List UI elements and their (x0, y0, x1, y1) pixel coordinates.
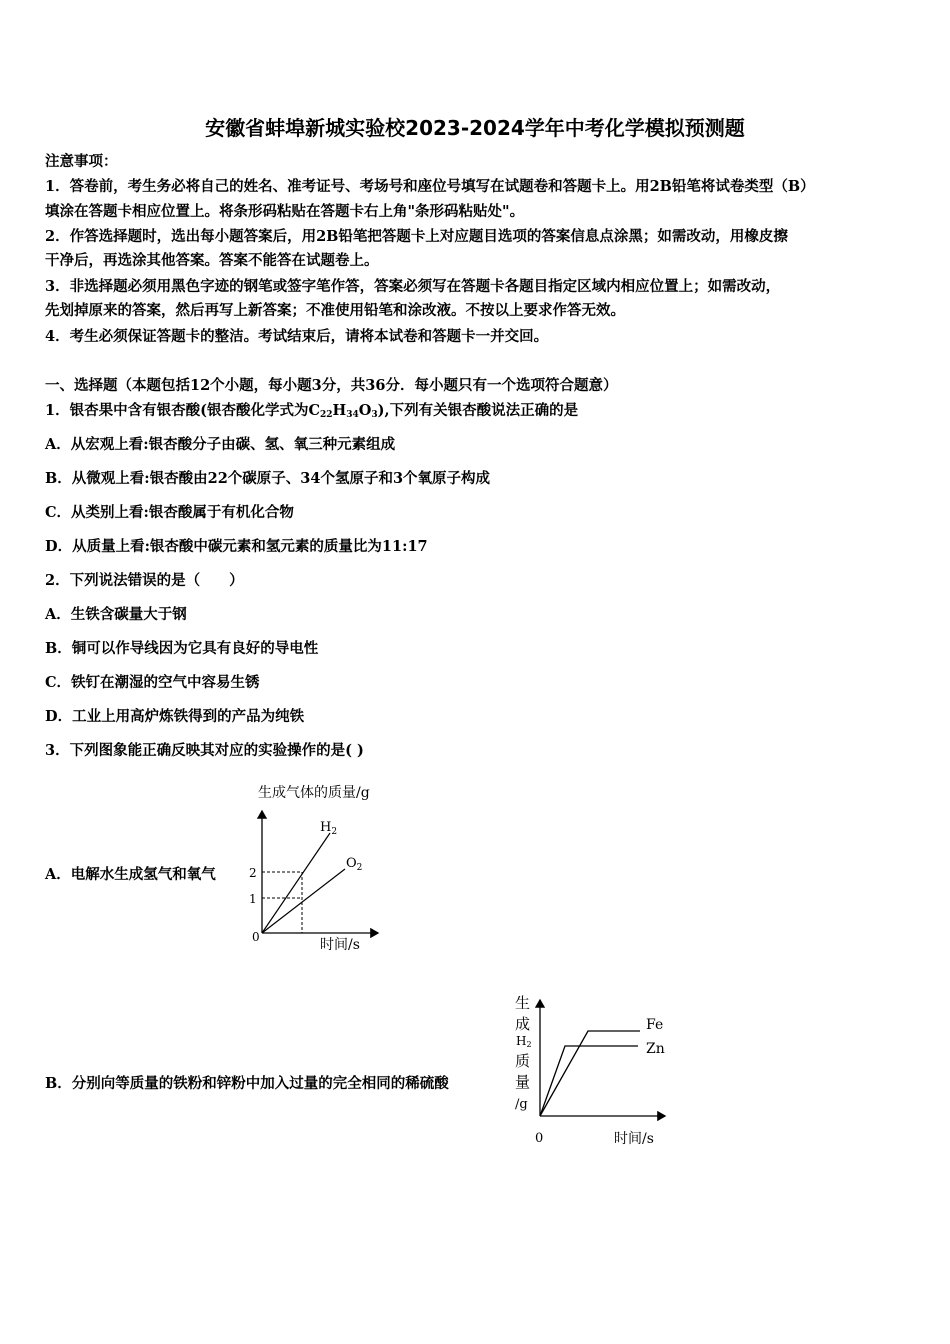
graph-b-ylabel-5: 量 (515, 1073, 531, 1091)
q3-stem: 3．下列图象能正确反映其对应的实验操作的是( ) (45, 742, 364, 759)
graph-a-tick-2: 2 (249, 866, 257, 880)
notice-line-4: 干净后，再选涂其他答案。答案不能答在试题卷上。 (45, 252, 379, 269)
graph-b-ylabel-6: /g (515, 1097, 528, 1112)
notice-line-6: 先划掉原来的答案，然后再写上新答案；不准使用铅笔和涂改液。不按以上要求作答无效。 (45, 302, 625, 319)
graph-b-ylabel-3: H2 (516, 1034, 532, 1049)
graph-a-tick-1: 1 (249, 892, 257, 906)
graph-b-zn-label: Zn (646, 1041, 665, 1057)
notice-line-5: 3．非选择题必须用黑色字迹的钢笔或签字笔作答，答案必须写在答题卡各题目指定区域内相应位置上；如需改动， (45, 278, 781, 295)
q1-option-c: C．从类别上看:银杏酸属于有机化合物 (45, 504, 294, 521)
graph-a-h2-label: $H_2$ (320, 820, 338, 837)
graph-b (510, 988, 680, 1158)
graph-b-ylabel-2: 成 (515, 1015, 531, 1033)
q3-option-b-label: B．分别向等质量的铁粉和锌粉中加入过量的完全相同的稀硫酸 (45, 1075, 449, 1092)
q1-option-d: D．从质量上看:银杏酸中碳元素和氢元素的质量比为11:17 (45, 538, 428, 555)
q2-option-b: B．铜可以作导线因为它具有良好的导电性 (45, 640, 319, 657)
graph-b-xlabel: 时间/s (614, 1131, 654, 1147)
notice-line-7: 4．考生必须保证答题卡的整洁。考试结束后，请将本试卷和答题卡一并交回。 (45, 328, 549, 345)
notice-heading: 注意事项： (45, 153, 118, 170)
section-heading: 一、选择题（本题包括12个小题，每小题3分，共36分．每小题只有一个选项符合题意） (45, 377, 618, 394)
q2-option-d: D．工业上用高炉炼铁得到的产品为纯铁 (45, 708, 305, 725)
graph-a-h2-line (262, 833, 330, 933)
notice-line-2: 填涂在答题卡相应位置上。将条形码粘贴在答题卡右上角"条形码粘贴处"。 (45, 203, 525, 220)
graph-b-zn-line (540, 1046, 638, 1116)
q2-option-a: A．生铁含碳量大于钢 (45, 606, 187, 623)
q1-option-b: B．从微观上看:银杏酸由22个碳原子、34个氢原子和3个氧原子构成 (45, 470, 491, 487)
graph-b-ylabel-4: 质 (515, 1052, 531, 1070)
graph-b-ylabel-1: 生 (515, 994, 531, 1012)
q1-option-a: A．从宏观上看:银杏酸分子由碳、氢、氧三种元素组成 (45, 436, 396, 453)
graph-b-origin: 0 (535, 1131, 544, 1146)
notice-line-1: 1．答卷前，考生务必将自己的姓名、准考证号、考场号和座位号填写在试题卷和答题卡上。用2B铅笔将试卷类型（B） (45, 178, 815, 195)
graph-b-fe-label: Fe (646, 1017, 664, 1033)
exam-title: 安徽省蚌埠新城实验校2023-2024学年中考化学模拟预测题 (205, 116, 745, 140)
graph-a (240, 775, 400, 960)
graph-a-o2-line (262, 869, 345, 933)
graph-a-origin: 0 (252, 930, 260, 944)
notice-line-3: 2．作答选择题时，选出每小题答案后，用2B铅笔把答题卡上对应题目选项的答案信息点涂黑；如需改动，用橡皮擦 (45, 228, 788, 245)
q3-option-a-label: A．电解水生成氢气和氧气 (45, 866, 216, 883)
q2-option-c: C．铁钉在潮湿的空气中容易生锈 (45, 674, 260, 691)
graph-a-xlabel: 时间/s (320, 937, 360, 953)
graph-a-ylabel: 生成气体的质量/g (258, 785, 370, 801)
q1-stem: 1．银杏果中含有银杏酸(银杏酸化学式为$C_{22}H_{34}O_3$),下列有关银杏酸说法正确的是 (45, 402, 579, 420)
q2-stem: 2．下列说法错误的是（ ） (45, 572, 244, 589)
graph-a-o2-label: $O_2$ (346, 856, 363, 873)
